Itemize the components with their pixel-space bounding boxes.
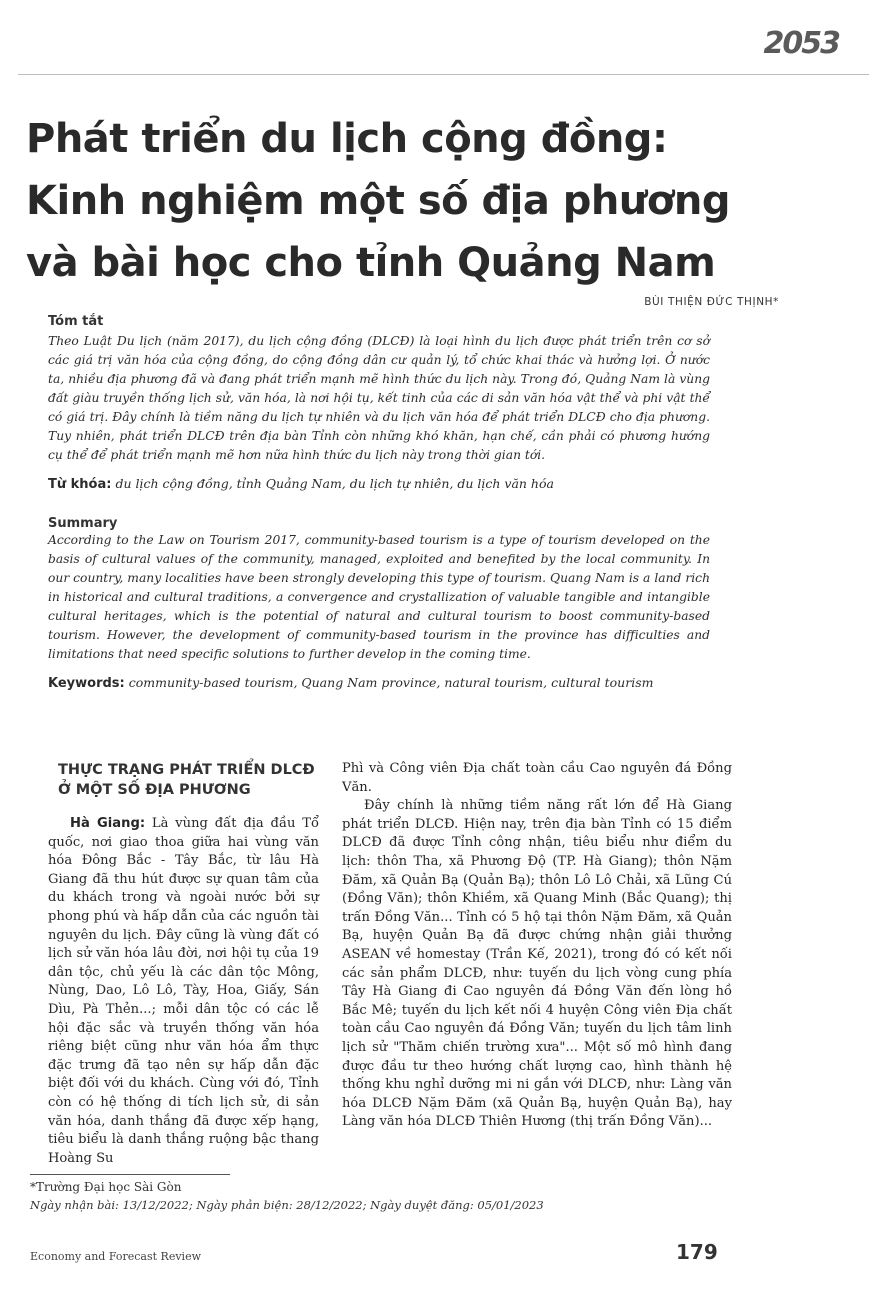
title-line-1: Phát triển du lịch cộng đồng: [26, 116, 668, 162]
footnote-affiliation: *Trường Đại học Sài Gòn [30, 1180, 182, 1194]
page-number: 179 [676, 1240, 718, 1264]
footnote-dates: Ngày nhận bài: 13/12/2022; Ngày phản biện: 28/12/2022; Ngày duyệt đăng: 05/01/2023 [30, 1198, 544, 1212]
keywords-vi-label: Từ khóa: [48, 477, 112, 492]
abstract-en-text: According to the Law on Tourism 2017, community-based tourism is a type of tourism developed on the basis of cultural values of the community, managed, exploited and benefited by the local community. In our country, many localities have been strongly developing this type of tourism. Quang Nam is a land rich in historical and cultural traditions, a convergence and crystallization of valuable tangible and intangible cultural heritages, which is the potential of natural and cultural tourism to boost community-based tourism. However, the development of community-based tourism in the province has difficulties and limitations that need specific solutions to further develop in the coming time. [48, 533, 710, 661]
issue-number: 2053 [763, 26, 839, 61]
author-name: BÙI THIỆN ĐỨC THỊNH* [644, 296, 779, 308]
paragraph-ha-giang [48, 815, 319, 1168]
keywords-vi-text: du lịch cộng đồng, tỉnh Quảng Nam, du lịch tự nhiên, du lịch văn hóa [115, 476, 554, 491]
body-column-right [342, 760, 732, 1132]
section-heading-line-2: Ở MỘT SỐ ĐỊA PHƯƠNG [58, 782, 251, 798]
keywords-en [48, 675, 710, 691]
abstract-vi-text: Theo Luật Du lịch (năm 2017), du lịch cộng đồng (DLCĐ) là loại hình du lịch được phát triển trên cơ sở các giá trị văn hóa của cộng đồng, do cộng đồng dân cư quản lý, tổ chức khai thác và hưởng lợi. Ở nước ta, nhiều địa phương đã và đang phát triển mạnh mẽ hình thức du lịch này. Trong đó, Quảng Nam là vùng đất giàu truyền thống lịch sử, văn hóa, là nơi hội tụ, kết tinh của các di sản văn hóa vật thể và phi vật thể có giá trị. Đây chính là tiềm năng du lịch tự nhiên và du lịch văn hóa để phát triển DLCĐ cho địa phương. Tuy nhiên, phát triển DLCĐ trên địa bàn Tỉnh còn những khó khăn, hạn chế, cần phải có phương hướng cụ thể để phát triển mạnh mẽ hơn nữa hình thức du lịch này trong thời gian tới. [48, 334, 710, 462]
paragraph-2: Đây chính là những tiềm năng rất lớn để Hà Giang phát triển DLCĐ. Hiện nay, trên địa bàn Tỉnh có 15 điểm DLCĐ đã được Tỉnh công nhận, tiêu biểu như điểm du lịch: thôn Tha, xã Phương Độ (TP. Hà Giang); thôn Nặm Đăm, xã Quản Bạ (Quản Bạ); thôn Lô Lô Chải, xã Lũng Cú (Đồng Văn); thôn Khiềm, xã Quang Minh (Bắc Quang); thị trấn Đồng Văn... Tỉnh có 5 hộ tại thôn Nặm Đăm, xã Quản Bạ, huyện Quản Bạ đã được chứng nhận giải thưởng ASEAN về homestay (Trần Kế, 2021), trong đó có kết nối các sản phẩm DLCĐ, như: tuyến du lịch vòng cung phía Tây Hà Giang đi Cao nguyên đá Đồng Văn đến lòng hồ Bắc Mê; tuyến du lịch kết nối 4 huyện Công viên Địa chất toàn cầu Cao nguyên đá Đồng Văn; tuyến du lịch tâm linh lịch sử "Thăm chiến trường xưa"... Một số mô hình đang được đầu tư theo hướng chất lượng cao, hình thành hệ thống khu nghỉ dưỡng mi ni gắn với DLCĐ, như: Làng văn hóa DLCĐ Nặm Đăm (xã Quản Bạ, huyện Quản Bạ), hay Làng văn hóa DLCĐ Thiên Hương (thị trấn Đồng Văn)... [342, 798, 732, 1130]
body-column-left [48, 760, 319, 1168]
keywords-vi [48, 476, 710, 492]
abstract-vi-heading: Tóm tắt [48, 314, 104, 329]
journal-name: Economy and Forecast Review [30, 1250, 201, 1263]
paragraph-lead: Hà Giang: [70, 816, 146, 831]
keywords-en-label: Keywords: [48, 676, 125, 691]
section-heading [58, 760, 319, 800]
abstract-block [48, 314, 710, 691]
footnote-divider [30, 1174, 230, 1175]
paragraph-text: Là vùng đất địa đầu Tổ quốc, nơi giao thoa giữa hai vùng văn hóa Đông Bắc - Tây Bắc, từ lâu Hà Giang đã thu hút được sự quan tâm của du khách trong và ngoài nước bởi sự phong phú và hấp dẫn của các nguồn tài nguyên du lịch. Đây cũng là vùng đất có lịch sử văn hóa lâu đời, nơi hội tụ của 19 dân tộc, chủ yếu là các dân tộc Mông, Nùng, Dao, Lô Lô, Tày, Hoa, Giấy, Sán Dìu, Pà Thẻn...; mỗi dân tộc có các lễ hội đặc sắc và truyền thống văn hóa riêng biệt cũng như văn hóa ẩm thực đặc trưng đã tạo nên sự hấp dẫn đặc biệt đối với du khách. Cùng với đó, Tỉnh còn có hệ thống di tích lịch sử, di sản văn hóa, danh thắng đã được xếp hạng, tiêu biểu là danh thắng ruộng bậc thang Hoàng Su [48, 816, 319, 1166]
title-line-2: Kinh nghiệm một số địa phương [26, 178, 730, 224]
title-line-3: và bài học cho tỉnh Quảng Nam [26, 240, 716, 286]
paragraph-continuation: Phì và Công viên Địa chất toàn cầu Cao nguyên đá Đồng Văn. [342, 761, 732, 795]
section-heading-line-1: THỰC TRẠNG PHÁT TRIỂN DLCĐ [58, 762, 315, 778]
keywords-en-text: community-based tourism, Quang Nam province, natural tourism, cultural tourism [128, 675, 654, 690]
header-divider [18, 74, 869, 75]
article-title [26, 108, 846, 294]
abstract-en-heading: Summary [48, 516, 118, 531]
